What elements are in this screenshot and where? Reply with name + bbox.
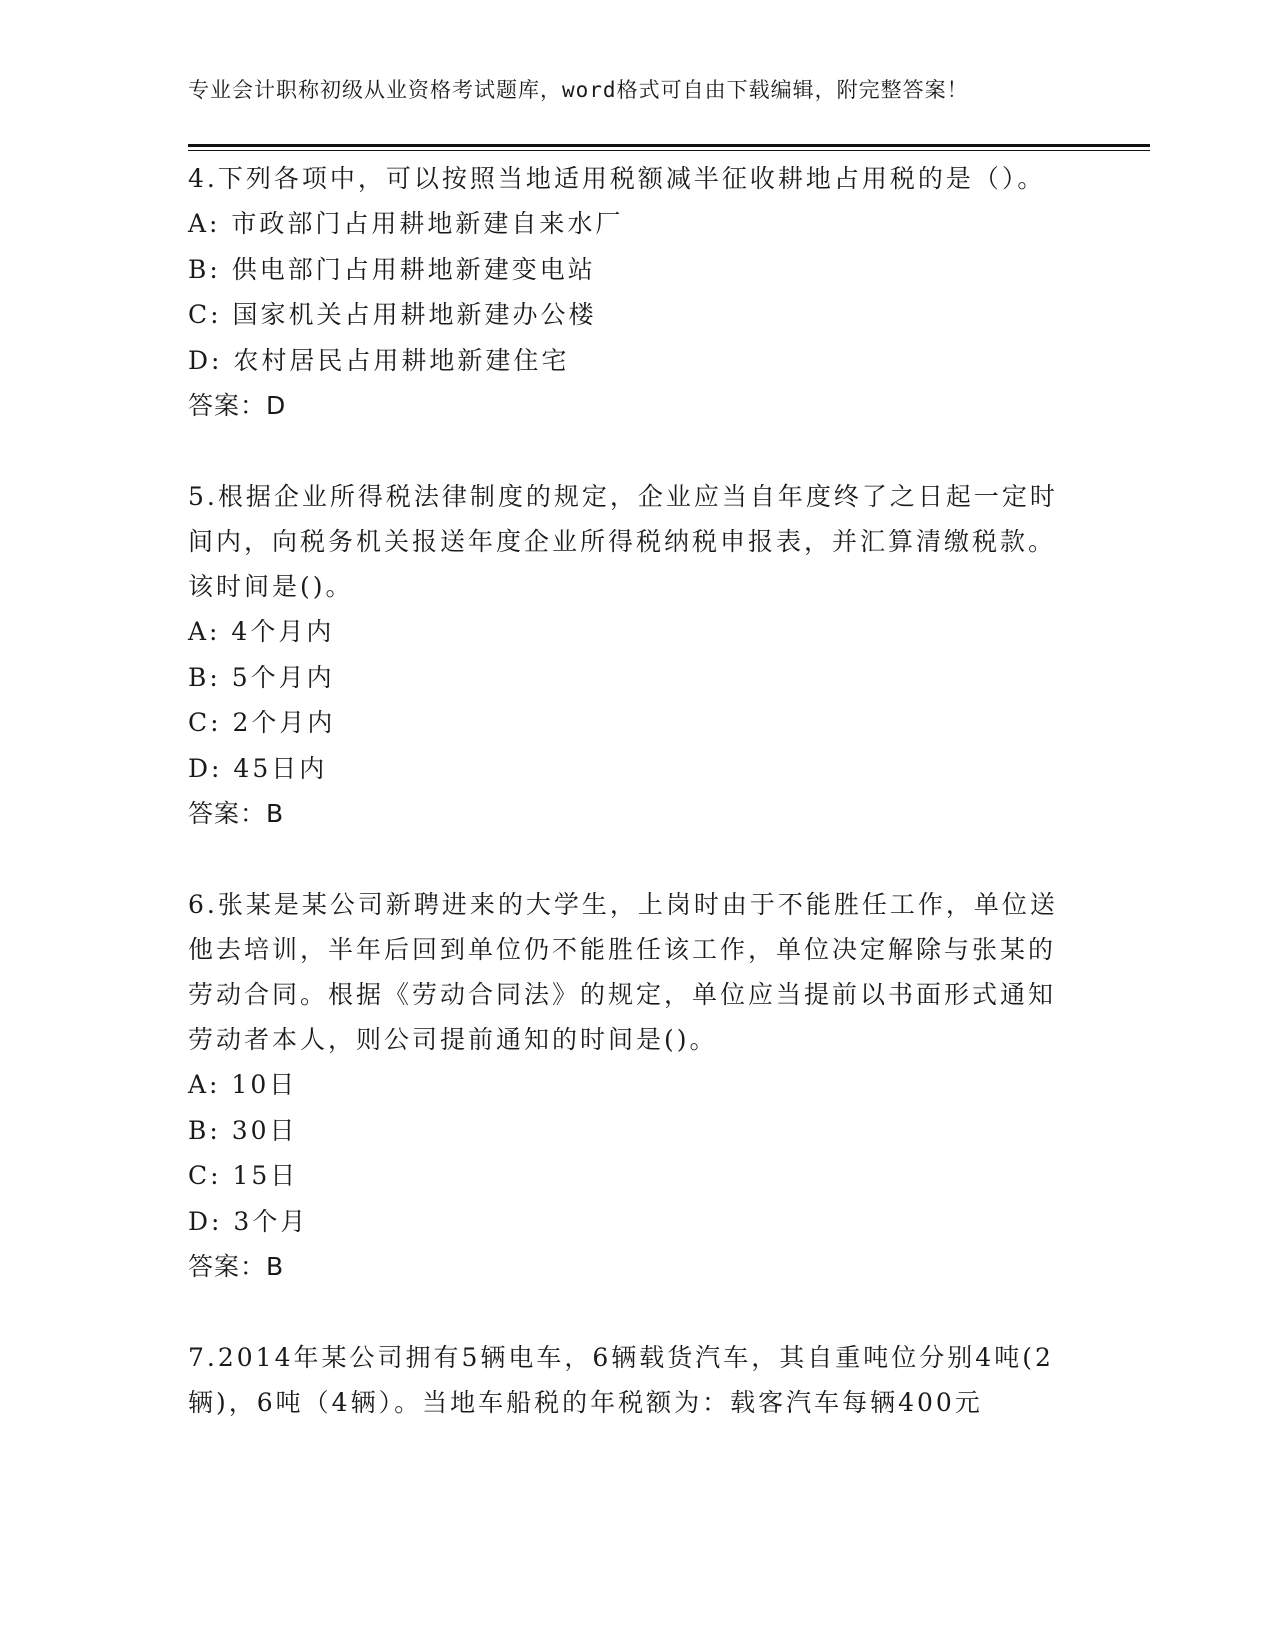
- answer-line: 答案：B: [188, 1252, 285, 1281]
- header-divider-thin: [188, 150, 1150, 151]
- question-list: [188, 156, 1088, 1425]
- option-a: A: 10日: [188, 1070, 298, 1099]
- question-stem: 4.下列各项中，可以按照当地适用税额减半征收耕地占用税的是（）。: [188, 164, 1046, 193]
- question-6: [188, 882, 1088, 1289]
- question-5: [188, 474, 1088, 836]
- question-stem: 7.2014年某公司拥有5辆电车，6辆载货汽车，其自重吨位分别4吨(2辆)，6吨（4辆）。当地车船税的年税额为：载客汽车每辆400元: [188, 1343, 1054, 1417]
- question-stem: 6.张某是某公司新聘进来的大学生，上岗时由于不能胜任工作，单位送他去培训，半年后回到单位仍不能胜任该工作，单位决定解除与张某的劳动合同。根据《劳动合同法》的规定，单位应当提前以书面形式通知劳动者本人，则公司提前通知的时间是()。: [188, 890, 1058, 1054]
- question-4: [188, 156, 1088, 428]
- option-b: B: 30日: [188, 1115, 298, 1145]
- question-7: [188, 1335, 1088, 1425]
- option-d: D: 45日内: [188, 753, 328, 783]
- question-spacer: [188, 428, 1088, 474]
- option-a: A: 4个月内: [188, 617, 335, 646]
- option-d: D: 农村居民占用耕地新建住宅: [188, 345, 570, 375]
- header-divider-thick: [188, 144, 1150, 147]
- option-c: C: 15日: [188, 1161, 299, 1190]
- option-b: B: 供电部门占用耕地新建变电站: [188, 254, 596, 284]
- option-d: D: 3个月: [188, 1206, 309, 1236]
- answer-line: 答案：D: [188, 391, 287, 420]
- page-header: 专业会计职称初级从业资格考试题库，word格式可自由下载编辑，附完整答案！: [188, 78, 969, 102]
- option-b: B: 5个月内: [188, 662, 335, 692]
- question-spacer: [188, 1289, 1088, 1335]
- option-a: A: 市政部门占用耕地新建自来水厂: [188, 209, 624, 238]
- question-stem: 5.根据企业所得税法律制度的规定，企业应当自年度终了之日起一定时间内，向税务机关报送年度企业所得税纳税申报表，并汇算清缴税款。该时间是()。: [188, 482, 1058, 601]
- option-c: C: 2个月内: [188, 708, 336, 737]
- option-c: C: 国家机关占用耕地新建办公楼: [188, 300, 597, 329]
- question-spacer: [188, 836, 1088, 882]
- answer-line: 答案：B: [188, 799, 285, 828]
